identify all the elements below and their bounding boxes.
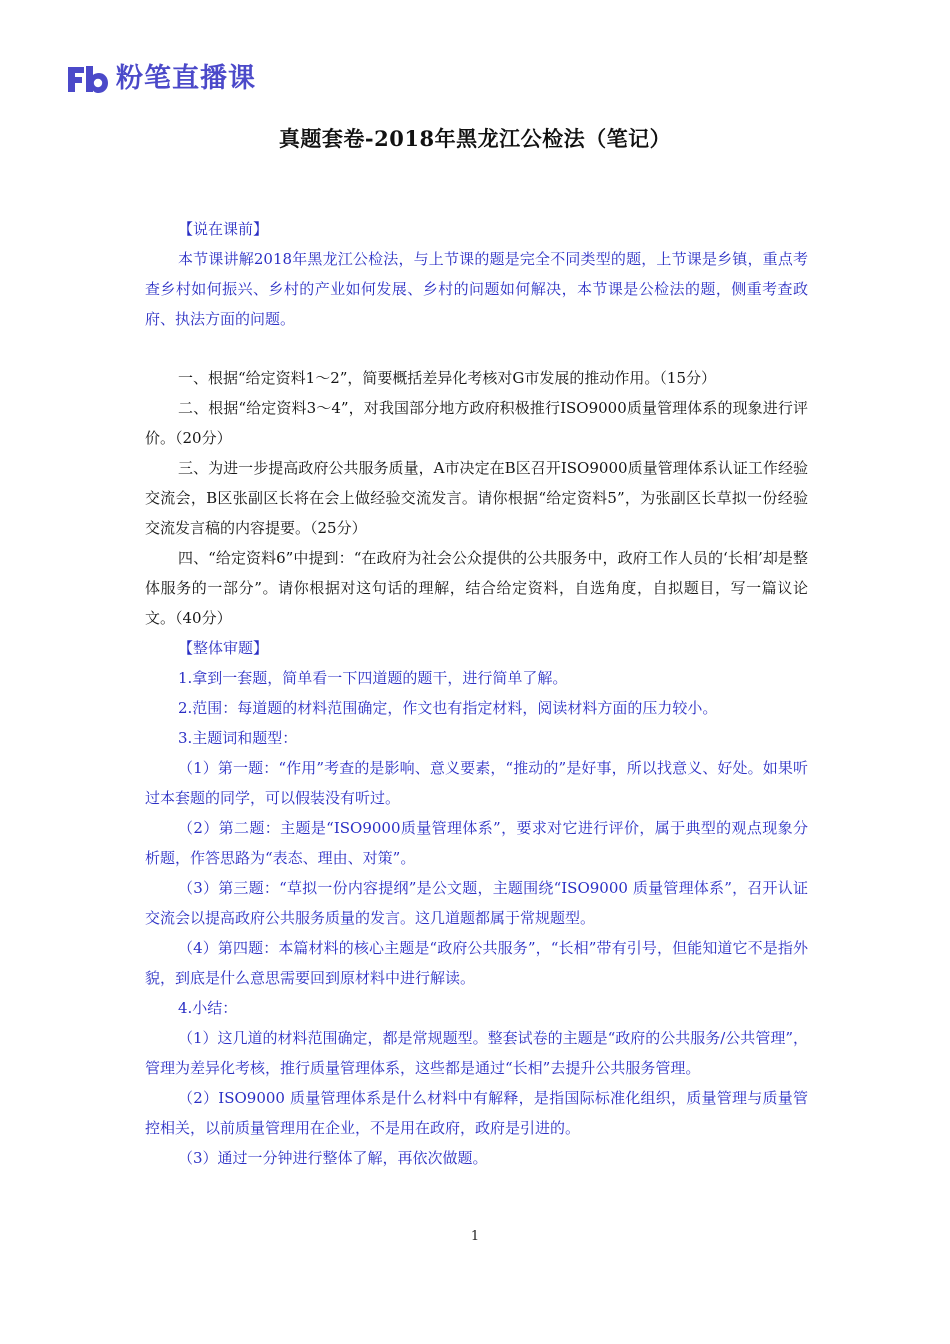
overview-item-3-4: （4）第四题：本篇材料的核心主题是“政府公共服务”，“长相”带有引号，但能知道它不是指外貌，到底是什么意思需要回到原材料中进行解读。 <box>145 939 808 987</box>
intro-text: 本节课讲解2018年黑龙江公检法，与上节课的题是完全不同类型的题，上节课是乡镇，重点考查乡村如何振兴、乡村的产业如何发展、乡村的问题如何解决，本节课是公检法的题，侧重考查政府、执法方面的问题。 <box>145 250 808 328</box>
overview-heading: 【整体审题】 <box>178 639 269 657</box>
question-2: 二、根据“给定资料3～4”，对我国部分地方政府积极推行ISO9000质量管理体系的现象进行评价。（20分） <box>145 399 808 447</box>
question-1: 一、根据“给定资料1～2”，简要概括差异化考核对G市发展的推动作用。（15分） <box>178 369 716 387</box>
document-title: 真题套卷-2018年黑龙江公检法（笔记） <box>278 126 672 151</box>
overview-item-4-1: （1）这几道的材料范围确定，都是常规题型。整套试卷的主题是“政府的公共服务/公共管理”，管理为差异化考核，推行质量管理体系，这些都是通过“长相”去提升公共服务管理。 <box>145 1029 808 1077</box>
page-number: 1 <box>470 1229 480 1244</box>
question-4: 四、“给定资料6”中提到：“在政府为社会公众提供的公共服务中，政府工作人员的‘长相’却是整体服务的一部分”。请你根据对这句话的理解，结合给定资料，自选角度，自拟题目，写一篇议论文。（40分） <box>145 549 808 627</box>
intro-heading: 【说在课前】 <box>178 220 269 238</box>
overview-item-4-3: （3）通过一分钟进行整体了解，再依次做题。 <box>178 1149 488 1167</box>
fb-logo-icon <box>66 64 110 94</box>
brand-name: 粉笔直播课 <box>116 63 256 94</box>
section-gap <box>145 334 808 363</box>
brand-logo <box>66 61 256 97</box>
document-body <box>145 214 808 1173</box>
overview-item-3-2: （2）第二题：主题是“ISO9000质量管理体系”，要求对它进行评价，属于典型的观点现象分析题，作答思路为“表态、理由、对策”。 <box>145 819 808 867</box>
overview-item-3-1: （1）第一题：“作用”考查的是影响、意义要素，“推动的”是好事，所以找意义、好处。如果听过本套题的同学，可以假装没有听过。 <box>145 759 808 807</box>
overview-item-3-3: （3）第三题：“草拟一份内容提纲”是公文题，主题围绕“ISO9000 质量管理体系”，召开认证交流会以提高政府公共服务质量的发言。这几道题都属于常规题型。 <box>145 879 808 927</box>
overview-item-4-2: （2）ISO9000 质量管理体系是什么材料中有解释，是指国际标准化组织，质量管理与质量管控相关，以前质量管理用在企业，不是用在政府，政府是引进的。 <box>145 1089 808 1137</box>
overview-item-4: 4.小结： <box>178 999 238 1017</box>
overview-item-1: 1.拿到一套题，简单看一下四道题的题干，进行简单了解。 <box>178 669 568 687</box>
question-3: 三、为进一步提高政府公共服务质量，A市决定在B区召开ISO9000质量管理体系认证工作经验交流会，B区张副区长将在会上做经验交流发言。请你根据“给定资料5”，为张副区长草拟一份经验交流发言稿的内容提要。（25分） <box>145 459 808 537</box>
overview-item-3: 3.主题词和题型： <box>178 729 298 747</box>
overview-item-2: 2.范围：每道题的材料范围确定，作文也有指定材料，阅读材料方面的压力较小。 <box>178 699 718 717</box>
